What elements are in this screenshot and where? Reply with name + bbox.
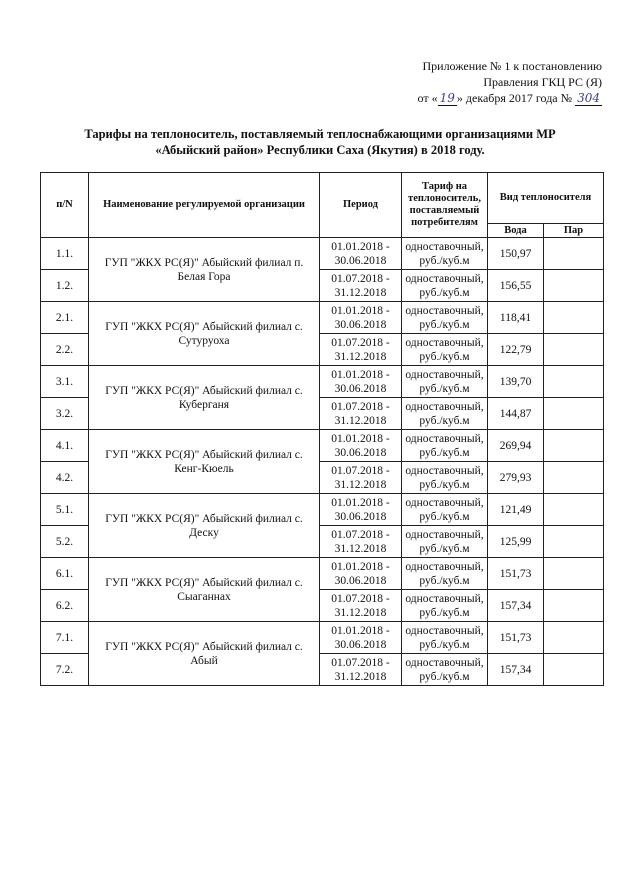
row-number: 2.1. — [41, 302, 89, 334]
col-header-tariff: Тариф на теплоноситель, поставляемый потребителям — [402, 173, 488, 238]
row-number: 4.2. — [41, 462, 89, 494]
organization-name: ГУП "ЖКХ РС(Я)" Абыйский филиал с. Кенг-Кюель — [89, 430, 320, 494]
tariff-type-cell: одноставочный, руб./куб.м — [402, 270, 488, 302]
title-line-2: «Абыйский район» Республики Саха (Якутия) в 2018 году. — [155, 143, 485, 157]
table-row — [41, 366, 604, 398]
water-tariff-cell: 118,41 — [488, 302, 544, 334]
row-number: 5.1. — [41, 494, 89, 526]
water-tariff-cell: 125,99 — [488, 526, 544, 558]
row-number: 7.2. — [41, 654, 89, 686]
tariff-type-cell: одноставочный, руб./куб.м — [402, 494, 488, 526]
document-title — [60, 126, 580, 158]
table-row — [41, 430, 604, 462]
water-tariff-cell: 279,93 — [488, 462, 544, 494]
tariff-type-cell: одноставочный, руб./куб.м — [402, 654, 488, 686]
steam-tariff-cell — [544, 302, 604, 334]
row-number: 3.1. — [41, 366, 89, 398]
period-cell: 01.07.2018 - 31.12.2018 — [320, 654, 402, 686]
period-cell: 01.01.2018 - 30.06.2018 — [320, 430, 402, 462]
col-header-type: Вид теплоносителя — [488, 173, 604, 224]
water-tariff-cell: 150,97 — [488, 238, 544, 270]
tariff-type-cell: одноставочный, руб./куб.м — [402, 238, 488, 270]
period-cell: 01.01.2018 - 30.06.2018 — [320, 622, 402, 654]
water-tariff-cell: 151,73 — [488, 558, 544, 590]
tariff-type-cell: одноставочный, руб./куб.м — [402, 526, 488, 558]
period-cell: 01.07.2018 - 31.12.2018 — [320, 334, 402, 366]
title-line-1: Тарифы на теплоноситель, поставляемый теплоснабжающими организациями МР — [84, 127, 556, 141]
water-tariff-cell: 144,87 — [488, 398, 544, 430]
period-cell: 01.01.2018 - 30.06.2018 — [320, 494, 402, 526]
organization-name: ГУП "ЖКХ РС(Я)" Абыйский филиал п. Белая Гора — [89, 238, 320, 302]
tariff-type-cell: одноставочный, руб./куб.м — [402, 366, 488, 398]
col-header-org: Наименование регулируемой организации — [89, 173, 320, 238]
col-header-steam: Пар — [544, 224, 604, 238]
table-row — [41, 494, 604, 526]
appendix-line-3 — [322, 90, 602, 106]
table-row — [41, 558, 604, 590]
appendix-line-1: Приложение № 1 к постановлению — [422, 59, 602, 73]
steam-tariff-cell — [544, 462, 604, 494]
table-row — [41, 238, 604, 270]
tariff-type-cell: одноставочный, руб./куб.м — [402, 622, 488, 654]
row-number: 5.2. — [41, 526, 89, 558]
date-prefix: от « — [417, 91, 438, 105]
period-cell: 01.01.2018 - 30.06.2018 — [320, 558, 402, 590]
period-cell: 01.07.2018 - 31.12.2018 — [320, 398, 402, 430]
steam-tariff-cell — [544, 334, 604, 366]
handwritten-number: 304 — [577, 91, 600, 105]
col-header-num: п/N — [41, 173, 89, 238]
tariff-type-cell: одноставочный, руб./куб.м — [402, 558, 488, 590]
period-cell: 01.07.2018 - 31.12.2018 — [320, 526, 402, 558]
water-tariff-cell: 139,70 — [488, 366, 544, 398]
row-number: 4.1. — [41, 430, 89, 462]
col-header-period: Период — [320, 173, 402, 238]
tariff-type-cell: одноставочный, руб./куб.м — [402, 462, 488, 494]
water-tariff-cell: 122,79 — [488, 334, 544, 366]
tariff-type-cell: одноставочный, руб./куб.м — [402, 590, 488, 622]
tariff-table-body — [41, 238, 604, 686]
steam-tariff-cell — [544, 270, 604, 302]
date-middle: » декабря 2017 года № — [456, 91, 573, 105]
tariff-type-cell: одноставочный, руб./куб.м — [402, 398, 488, 430]
steam-tariff-cell — [544, 558, 604, 590]
tariff-type-cell: одноставочный, руб./куб.м — [402, 302, 488, 334]
period-cell: 01.01.2018 - 30.06.2018 — [320, 238, 402, 270]
period-cell: 01.07.2018 - 31.12.2018 — [320, 270, 402, 302]
organization-name: ГУП "ЖКХ РС(Я)" Абыйский филиал с. Деску — [89, 494, 320, 558]
row-number: 6.1. — [41, 558, 89, 590]
row-number: 7.1. — [41, 622, 89, 654]
appendix-line-2: Правления ГКЦ РС (Я) — [483, 75, 602, 89]
table-row — [41, 302, 604, 334]
period-cell: 01.01.2018 - 30.06.2018 — [320, 366, 402, 398]
handwritten-day: 19 — [439, 91, 455, 105]
water-tariff-cell: 121,49 — [488, 494, 544, 526]
row-number: 6.2. — [41, 590, 89, 622]
steam-tariff-cell — [544, 494, 604, 526]
organization-name: ГУП "ЖКХ РС(Я)" Абыйский филиал с. Куберганя — [89, 366, 320, 430]
steam-tariff-cell — [544, 654, 604, 686]
tariff-table — [40, 172, 604, 686]
steam-tariff-cell — [544, 430, 604, 462]
steam-tariff-cell — [544, 590, 604, 622]
water-tariff-cell: 157,34 — [488, 590, 544, 622]
organization-name: ГУП "ЖКХ РС(Я)" Абыйский филиал с. Сутуруоха — [89, 302, 320, 366]
water-tariff-cell: 156,55 — [488, 270, 544, 302]
row-number: 1.1. — [41, 238, 89, 270]
period-cell: 01.07.2018 - 31.12.2018 — [320, 590, 402, 622]
row-number: 1.2. — [41, 270, 89, 302]
organization-name: ГУП "ЖКХ РС(Я)" Абыйский филиал с. Абый — [89, 622, 320, 686]
tariff-type-cell: одноставочный, руб./куб.м — [402, 334, 488, 366]
water-tariff-cell: 269,94 — [488, 430, 544, 462]
organization-name: ГУП "ЖКХ РС(Я)" Абыйский филиал с. Сыаганнах — [89, 558, 320, 622]
steam-tariff-cell — [544, 622, 604, 654]
steam-tariff-cell — [544, 398, 604, 430]
period-cell: 01.07.2018 - 31.12.2018 — [320, 462, 402, 494]
col-header-water: Вода — [488, 224, 544, 238]
water-tariff-cell: 157,34 — [488, 654, 544, 686]
appendix-header — [322, 58, 602, 106]
steam-tariff-cell — [544, 526, 604, 558]
row-number: 3.2. — [41, 398, 89, 430]
row-number: 2.2. — [41, 334, 89, 366]
table-row — [41, 622, 604, 654]
steam-tariff-cell — [544, 238, 604, 270]
water-tariff-cell: 151,73 — [488, 622, 544, 654]
period-cell: 01.01.2018 - 30.06.2018 — [320, 302, 402, 334]
steam-tariff-cell — [544, 366, 604, 398]
tariff-type-cell: одноставочный, руб./куб.м — [402, 430, 488, 462]
